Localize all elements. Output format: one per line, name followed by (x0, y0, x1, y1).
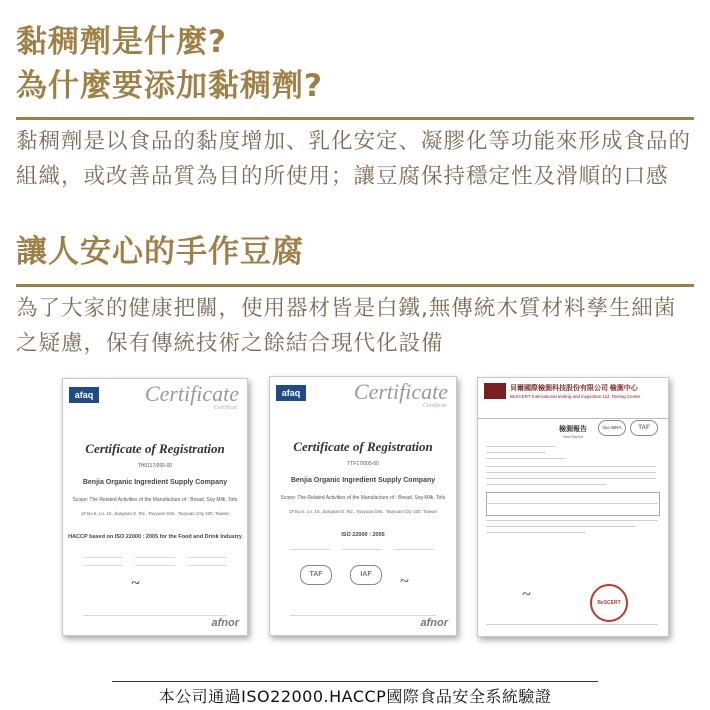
taf-badge: TAF (300, 565, 332, 585)
certificate-header: Certificate (353, 379, 448, 404)
afnor-logo: afnor (420, 617, 448, 629)
fine-print-line (394, 549, 434, 550)
iaf-badge: IAF (350, 565, 382, 585)
section2-paragraph-line1: 為了大家的健康把關，使用器材皆是白鐵,無傳統木質材料孳生細菌 (16, 296, 677, 321)
signature-mark: ~ (400, 573, 409, 590)
fine-print-line (83, 615, 227, 616)
report-company-cn: 貝爾國際檢測科技股份有限公司 檢測中心 (510, 384, 638, 392)
bescert-stamp: BeSCERT (590, 584, 628, 622)
fine-print-line (342, 549, 382, 550)
section1-paragraph (16, 124, 696, 194)
certificate-haccp (62, 378, 248, 636)
report-line (486, 526, 636, 527)
section1-divider (16, 117, 694, 120)
report-line (486, 532, 586, 533)
report-line (486, 452, 546, 453)
fine-print-line (83, 565, 123, 566)
certificate-standard: ISO 22000 : 2005 (341, 532, 385, 538)
afnor-logo: afnor (211, 617, 239, 629)
certificate-scope: Scope: The Related Activities of the Manufacture of : Bread, Soy Milk, Tofu (280, 495, 446, 501)
fine-print-line (290, 549, 330, 550)
heading-handmade-tofu: 讓人安心的手作豆腐 (16, 234, 304, 270)
heading-why-add-thickener: 為什麼要添加黏稠劑? (16, 68, 323, 104)
footer-certification-text: 本公司通過ISO22000.HACCP國際食品安全系統驗證 (158, 687, 552, 706)
afaq-logo: afaq (276, 385, 306, 401)
afaq-logo: afaq (69, 387, 99, 403)
report-line (486, 520, 658, 521)
certificate-title: Certificate of Registration (293, 439, 433, 454)
section2-paragraph-line2: 之疑慮，保有傳統技術之餘結合現代化設備 (16, 331, 444, 356)
certificate-subheader: Certificat (214, 405, 237, 411)
report-title: 檢測報告 (559, 425, 587, 433)
fine-print-line (83, 557, 123, 558)
fine-print-line (135, 557, 175, 558)
certificate-title: Certificate of Registration (85, 441, 225, 456)
report-line (486, 458, 566, 459)
certificate-iso22000 (269, 376, 457, 636)
report-table-divider (486, 503, 658, 504)
fine-print-line (187, 565, 227, 566)
report-header (478, 378, 668, 419)
report-line (486, 484, 606, 485)
certificate-company: Benjia Organic Ingredient Supply Company (290, 477, 436, 484)
report-line (486, 624, 658, 625)
certificate-subheader: Certificat (423, 403, 446, 409)
bescert-logo (484, 383, 506, 399)
report-line (486, 478, 656, 479)
certificate-company: Benjia Organic Ingredient Supply Company (82, 479, 228, 486)
taf-badge: TAF (630, 420, 658, 436)
fine-print-line (290, 615, 436, 616)
report-line (486, 446, 556, 447)
footer-divider (112, 681, 598, 682)
certificate-header: Certificate (144, 381, 239, 406)
report-line (486, 466, 656, 467)
certificate-number: TTF17/005-00 (347, 461, 379, 467)
signature-mark: ~ (522, 586, 531, 603)
certificate-address: 1F,No.5, Ln. 15, Jiangsan E. Rd., Taoyuan Dist., Taoyuan City 330, Taiwan (80, 511, 230, 516)
test-report (477, 377, 669, 637)
report-line (486, 472, 656, 473)
report-company-en: BeSCERT International testing and inspection Ltd. Testing Center (510, 394, 641, 399)
section1-paragraph-line2: 組織，或改善品質為目的所使用；讓豆腐保持穩定性及滑順的口感 (16, 164, 669, 189)
certificate-address: 1F,No.5, Ln. 15, Jiangsan E. Rd., Taoyuan Dist., Taoyuan City 330, Taiwan (288, 509, 438, 514)
report-subtitle: Test Report (562, 434, 584, 439)
section2-divider (16, 284, 694, 287)
certificate-standard: HACCP based on ISO 22000 : 2005 for the Food and Drink Industry (68, 534, 242, 540)
report-result-table (486, 492, 660, 516)
fine-print-line (187, 557, 227, 558)
section1-paragraph-line1: 黏稠劑是以食品的黏度增加、乳化安定、凝膠化等功能來形成食品的 (16, 129, 692, 154)
signature-mark: ~ (131, 575, 140, 592)
heading-what-is-thickener: 黏稠劑是什麼? (16, 24, 227, 60)
fine-print-line (135, 565, 175, 566)
certificate-scope: Scope: The Related Activities of the Manufacture of : Bread, Soy Milk, Tofu (72, 497, 238, 503)
ilac-mra-badge: ilac-MRA (598, 420, 626, 436)
section2-paragraph (16, 291, 696, 361)
certificate-number: TH0117/095-00 (137, 463, 173, 469)
